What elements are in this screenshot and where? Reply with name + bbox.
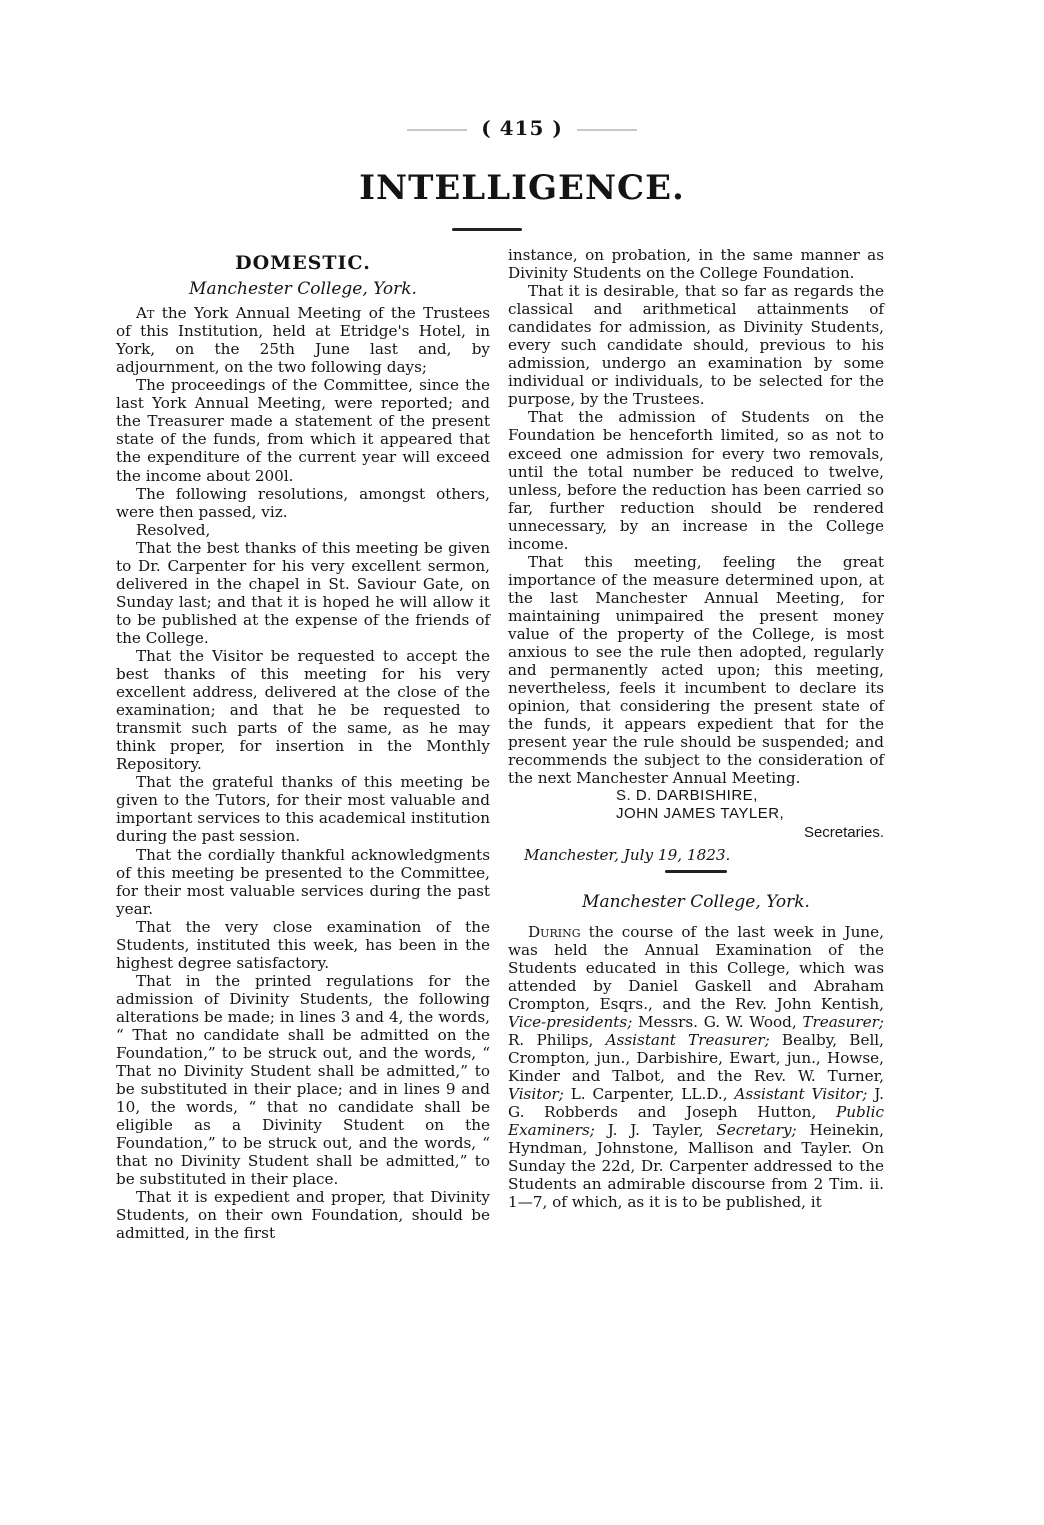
signature-line: JOHN JAMES TAYLER, [616, 805, 785, 823]
print-smudge [577, 129, 637, 131]
paragraph: That the admission of Students on the Foundation be henceforth limited, so as not to exceed one admission for every two removals, until the total number be reduced to twelve, unless, before the reduction has been carried so far, further reduction should be rendered unnecessary, by an increase in the College income. [508, 408, 884, 553]
article-subtitle: Manchester College, York. [582, 891, 810, 912]
right-column [508, 246, 884, 1211]
paragraph: The following resolutions, amongst others, were then passed, viz. [116, 484, 490, 521]
article-subtitle: Manchester College, York. [189, 279, 417, 300]
paragraph: That in the printed regulations for the admission of Divinity Students, the following alterations be made; in lines 3 and 4, the words, “ That no candidate shall be admitted on the Foundation,” to be struck out, and the words, “ That no Divinity Student shall be admitted,” to be substituted in their place; and in lines 9 and 10, the words, “ that no candidate shall be eligible as a Divinity Student on the Foundation,” to be struck out, and the words, “ that no Divinity Student shall be admitted,” to be substituted in their place. [116, 971, 490, 1189]
paragraph: Resolved, [136, 520, 211, 539]
paragraph: That the best thanks of this meeting be given to Dr. Carpenter for his very excellent sermon, delivered in the chapel in St. Saviour Gate, on Sunday last; and that it is hoped he will allow it to be published at the expense of the friends of the College. [116, 538, 490, 647]
paragraph: That the grateful thanks of this meeting be given to the Tutors, for their most valuable and important services to this academical institution during the past session. [116, 773, 490, 846]
paragraph: instance, on probation, in the same manner as Divinity Students on the College Foundation. [508, 246, 884, 283]
paragraph: That it is desirable, that so far as regards the classical and arithmetical attainments of candidates for admission, as Divinity Students, every such candidate should, previous to his admission, undergo an examination by some individual or individuals, to be selected for the purpose, by the Trustees. [508, 282, 884, 409]
page-heading: INTELLIGENCE. [359, 168, 685, 208]
section-rule [665, 870, 727, 873]
left-column [116, 246, 490, 1243]
paragraph: The proceedings of the Committee, since the last York Annual Meeting, were reported; and the Treasurer made a statement of the present state of the funds, from which it appeared that the expenditure of the current year will exceed the income about 200l. [116, 376, 490, 485]
paragraph: During the course of the last week in June, was held the Annual Examination of the Students educated in this College, which was attended by Daniel Gaskell and Abraham Crompton, Esqrs., and the Rev. John Kentish, Vice-presidents; Messrs. G. W. Wood, Treasurer; R. Philips, Assistant Treasurer; Bealby, Bell, Crompton, jun., Darbishire, Ewart, jun., Howse, Kinder and Talbot, and the Rev. W. Turner, Visitor; L. Carpenter, LL.D., Assistant Visitor; J. G. Robberds and Joseph Hutton, Public Examiners; J. J. Tayler, Secretary; Heinekin, Hyndman, Johnstone, Mallison and Tayler. On Sunday the 22d, Dr. Carpenter addressed to the Students an admirable discourse from 2 Tim. ii. 1—7, of which, as it is to be published, it [508, 922, 884, 1212]
paragraph: That the cordially thankful acknowledgments of this meeting be presented to the Committee, for their most valuable services during the past year. [116, 845, 490, 918]
page-number: ( 415 ) [0, 116, 1044, 140]
paragraph: That the Visitor be requested to accept the best thanks of this meeting for his very excellent address, delivered at the close of the examination; and that he be requested to transmit such parts of the same, as he may think proper, for insertion in the Monthly Repository. [116, 646, 490, 774]
paragraph: That it is expedient and proper, that Divinity Students, on their own Foundation, should be admitted, in the first [116, 1188, 490, 1243]
paragraph: That this meeting, feeling the great importance of the measure determined upon, at the last Manchester Annual Meeting, for maintaining unimpaired the present money value of the property of the College, is most anxious to see the rule then adopted, regularly and permanently acted upon; this meeting, nevertheless, feels it incumbent to declare its opinion, that considering the present state of the funds, it appears expedient that for the present year the rule should be suspended; and recommends the subject to the consideration of the next Manchester Annual Meeting. [508, 552, 884, 788]
paragraph: That the very close examination of the Students, instituted this week, has been in the highest degree satisfactory. [116, 917, 490, 972]
paragraph: At the York Annual Meeting of the Trustees of this Institution, held at Etridge's Hotel, in York, on the 25th June last and, by adjournment, on the two following days; [116, 304, 490, 377]
dateline: Manchester, July 19, 1823. [524, 845, 731, 864]
print-smudge [407, 129, 467, 131]
signature-line: S. D. DARBISHIRE, [616, 787, 758, 805]
signature-role: Secretaries. [803, 823, 884, 841]
heading-rule [452, 228, 522, 231]
section-title: DOMESTIC. [235, 252, 371, 274]
